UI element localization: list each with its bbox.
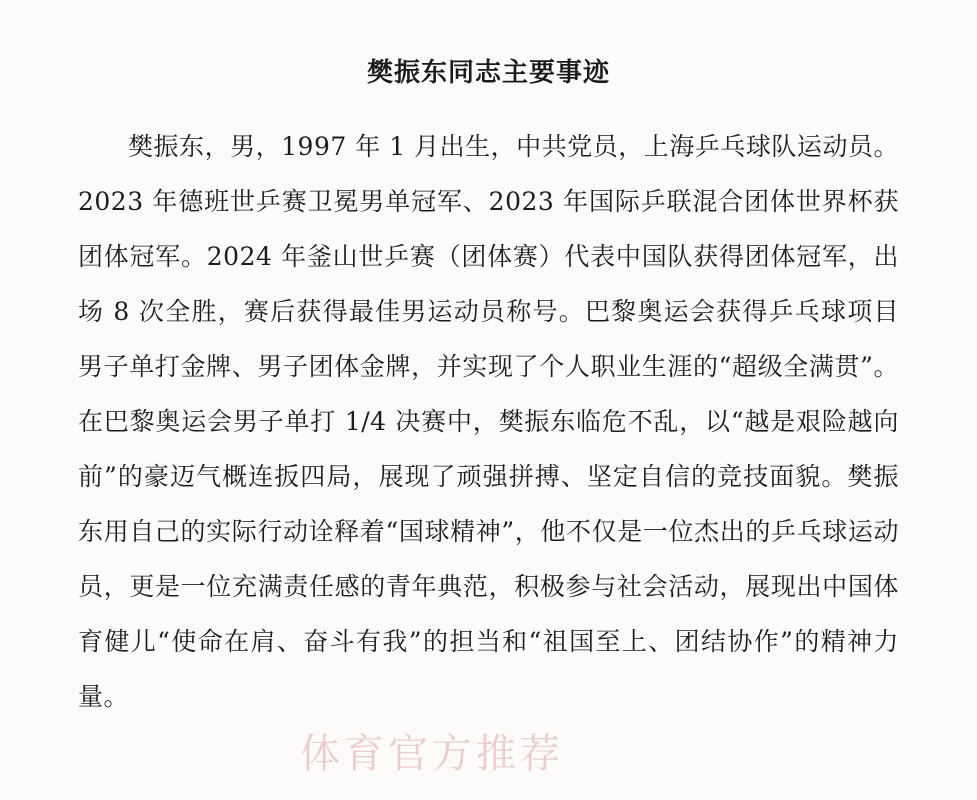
page-title: 樊振东同志主要事迹	[366, 58, 610, 88]
body-paragraph: 樊振东，男，1997 年 1 月出生，中共党员，上海乒乓球队运动员。2023 年德班世乒赛卫冕男单冠军、2023 年国际乒联混合团体世界杯获团体冠军。2024 年釜山世乒赛（团体赛）代表中国队获得团体冠军，出场 8 次全胜，赛后获得最佳男运动员称号。巴黎奥运会获得乒乓球项目男子单打金牌、男子团体金牌，并实现了个人职业生涯的“超级全满贯”。在巴黎奥运会男子单打 1/4 决赛中，樊振东临危不乱，以“越是艰险越向前”的豪迈气概连扳四局，展现了顽强拼搏、坚定自信的竞技面貌。樊振东用自己的实际行动诠释着“国球精神”，他不仅是一位杰出的乒乓球运动员，更是一位充满责任感的青年典范，积极参与社会活动，展现出中国体育健儿“使命在肩、奋斗有我”的担当和“祖国至上、团结协作”的精神力量。	[78, 132, 899, 711]
watermark: 体育官方推荐	[300, 731, 564, 777]
